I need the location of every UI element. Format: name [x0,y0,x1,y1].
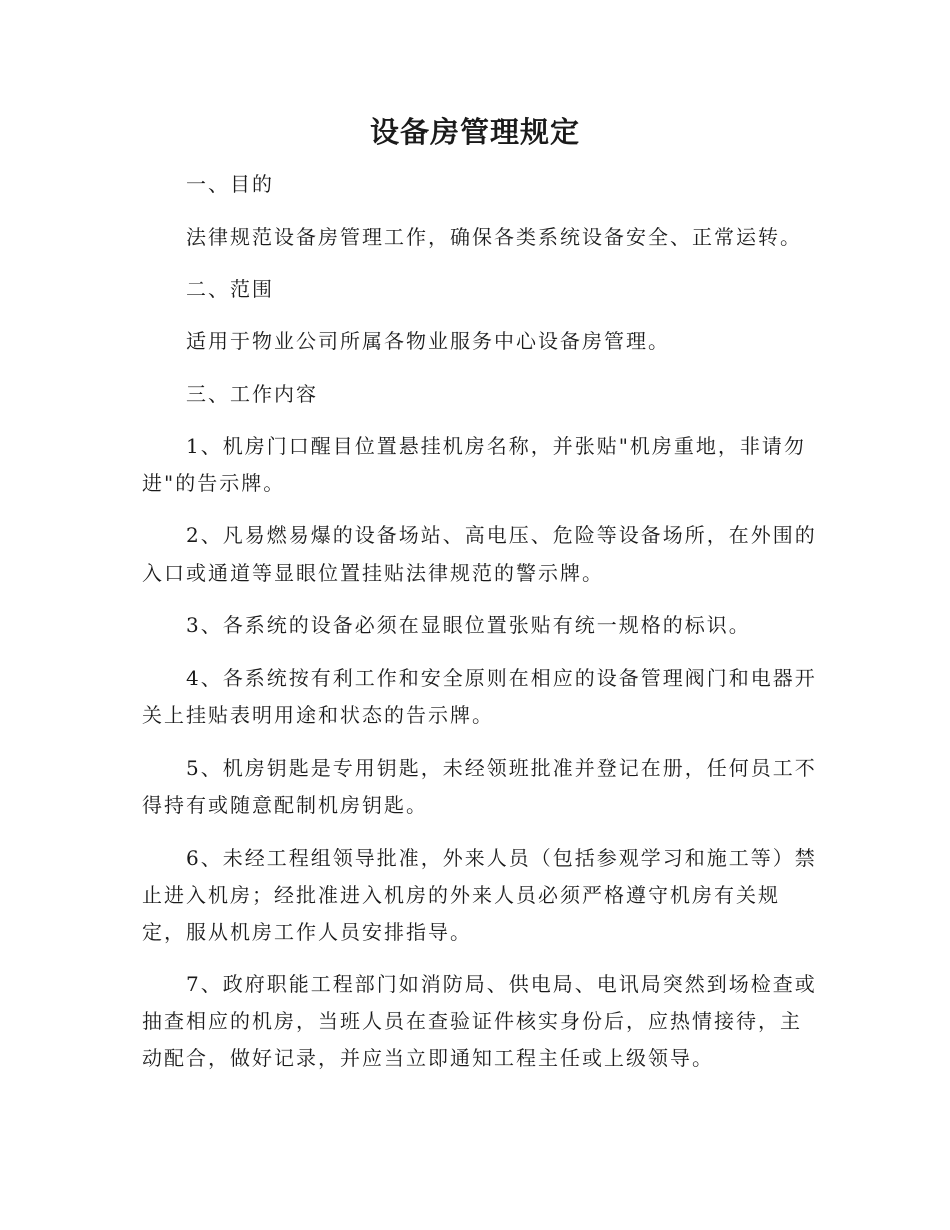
item-7-line-2: 抽查相应的机房，当班人员在查验证件核实身份后，应热情接待，主 [142,1009,802,1033]
item-6-line-2: 止进入机房；经批准进入机房的外来人员必须严格遵守机房有关规 [142,883,780,907]
item-5-line-2: 得持有或随意配制机房钥匙。 [142,793,428,817]
section-heading-purpose: 一、目的 [186,172,274,196]
item-4-line-2: 关上挂贴表明用途和状态的告示牌。 [142,703,494,727]
item-4-line-1: 4、各系统按有利工作和安全原则在相应的设备管理阀门和电器开 [186,666,817,690]
item-6-line-1: 6、未经工程组领导批准，外来人员（包括参观学习和施工等）禁 [186,846,817,870]
item-7-line-3: 动配合，做好记录，并应当立即通知工程主任或上级领导。 [142,1046,714,1070]
item-5-line-1: 5、机房钥匙是专用钥匙，未经领班批准并登记在册，任何员工不 [186,756,817,780]
section-heading-scope: 二、范围 [186,277,274,301]
item-6-line-3: 定，服从机房工作人员安排指导。 [142,920,472,944]
document-title: 设备房管理规定 [369,115,580,149]
item-3: 3、各系统的设备必须在显眼位置张贴有统一规格的标识。 [186,613,751,637]
item-2-line-2: 入口或通道等显眼位置挂贴法律规范的警示牌。 [142,561,604,585]
section-heading-work-content: 三、工作内容 [186,382,318,406]
item-1-line-1: 1、机房门口醒目位置悬挂机房名称，并张贴"机房重地，非请勿 [186,434,806,458]
item-1-line-2: 进"的告示牌。 [142,471,286,495]
item-2-line-1: 2、凡易燃易爆的设备场站、高电压、危险等设备场所，在外围的 [186,523,817,547]
section-body-scope: 适用于物业公司所属各物业服务中心设备房管理。 [186,329,670,353]
section-body-purpose: 法律规范设备房管理工作，确保各类系统设备安全、正常运转。 [186,225,802,249]
item-7-line-1: 7、政府职能工程部门如消防局、供电局、电讯局突然到场检查或 [186,972,817,996]
